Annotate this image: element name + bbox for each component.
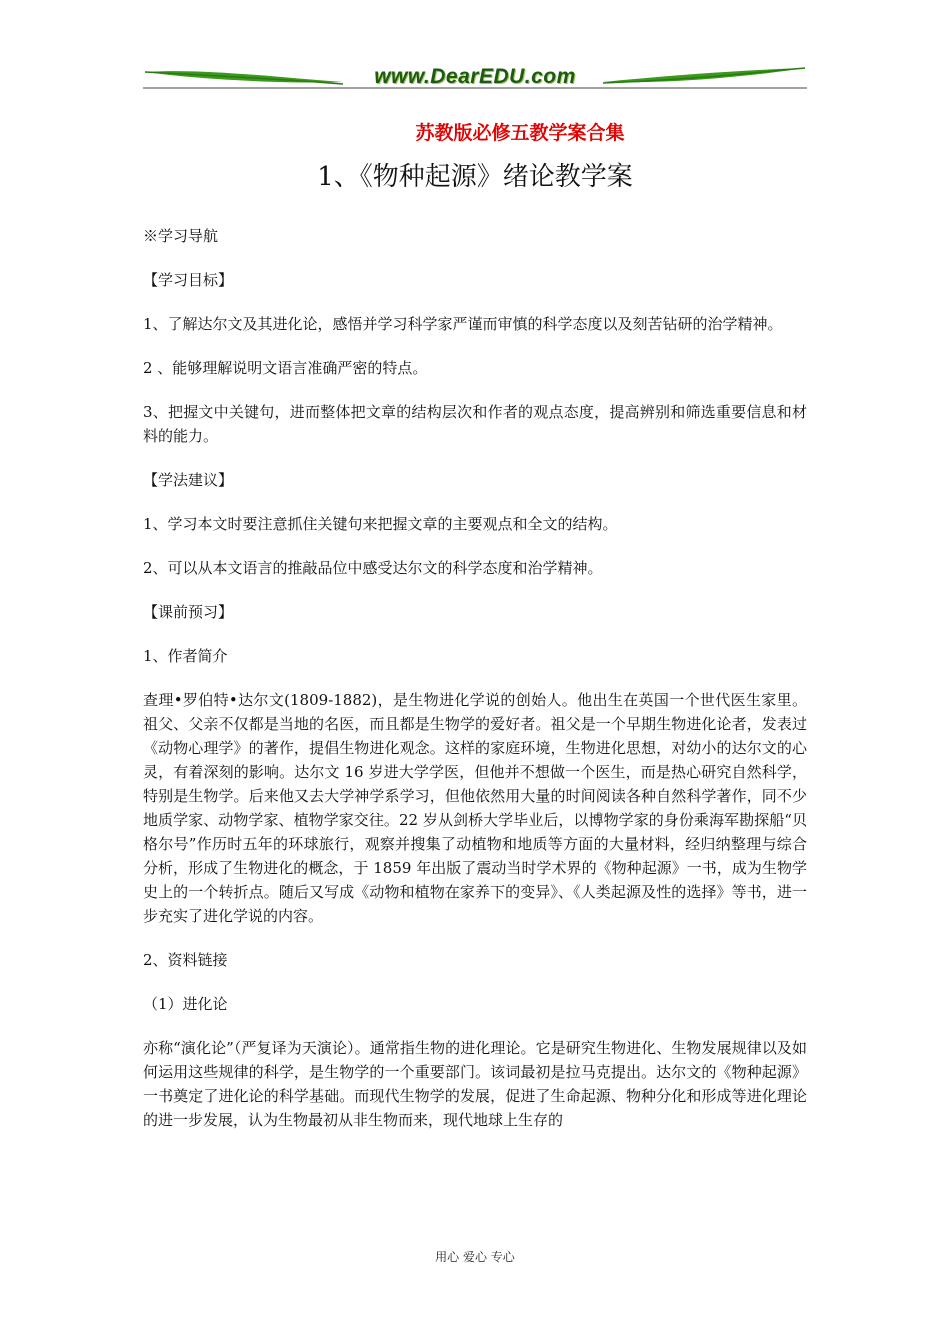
evolution-paragraph: 亦称“演化论”（严复译为天演论）。通常指生物的进化理论。它是研究生物进化、生物发展规律以及如何运用这些规律的科学，是生物学的一个重要部门。该词最初是拉马克提出。达尔文的《物种起源》一书奠定了进化论的科学基础。而现代生物学的发展，促进了生命起源、物种分化和形成等进化理论的进一步发展，认为生物最初从非生物而来，现代地球上生存的 [143,1039,807,1129]
goal-3: 3、把握文中关键句，进而整体把文章的结构层次和作者的观点态度，提高辨别和筛选重要信息和材料的能力。 [143,403,807,445]
author-paragraph: 查理•罗伯特•达尔文(1809-1882)，是生物进化学说的创始人。他出生在英国一个世代医生家里。祖父、父亲不仅都是当地的名医，而且都是生物学的爱好者。祖父是一个早期生物进化论者，发表过《动物心理学》的著作，提倡生物进化观念。这样的家庭环境，生物进化思想，对幼小的达尔文的心灵，有着深刻的影响。达尔文 16 岁进大学学医，但他并不想做一个医生，而是热心研究自然科学，特别是生物学。后来他又去大学神学系学习，但他依然用大量的时间阅读各种自然科学著作，同不少地质学家、动物学家、植物学家交往。22 岁从剑桥大学毕业后，以博物学家的身份乘海军勘探船“贝格尔号”作历时五年的环球旅行，观察并搜集了动植物和地质等方面的大量材料，经归纳整理与综合分析，形成了生物进化的概念，于 1859 年出版了震动当时学术界的《物种起源》一书，成为生物学史上的一个转折点。随后又写成《动物和植物在家养下的变异》、《人类起源及性的选择》等书，进一步充实了进化学说的内容。 [143,691,807,925]
method-heading: 【学法建议】 [143,471,234,489]
goal-2: 2 、能够理解说明文语言准确严密的特点。 [143,359,428,377]
author-heading: 1、作者简介 [143,647,228,665]
method-2: 2、可以从本文语言的推敲品位中感受达尔文的科学态度和治学精神。 [143,559,603,577]
goal-1: 1、了解达尔文及其进化论，感悟并学习科学家严谨而审慎的科学态度以及刻苦钻研的治学精神。 [143,315,783,333]
document-title: 1、《物种起源》绪论教学案 [317,162,633,192]
preview-heading: 【课前预习】 [143,603,234,621]
evolution-heading: （1）进化论 [143,995,228,1013]
method-1: 1、学习本文时要注意抓住关键句来把握文章的主要观点和全文的结构。 [143,515,618,533]
page-footer: 用心 爱心 专心 [435,1250,515,1264]
site-header [143,62,807,92]
document-body [143,224,807,1132]
site-brand[interactable]: www.DearEDU.com [374,65,576,88]
goals-heading: 【学习目标】 [143,271,234,289]
nav-label: ※学习导航 [143,227,219,245]
series-title: 苏教版必修五教学案合集 [415,122,625,144]
materials-heading: 2、资料链接 [143,951,228,969]
